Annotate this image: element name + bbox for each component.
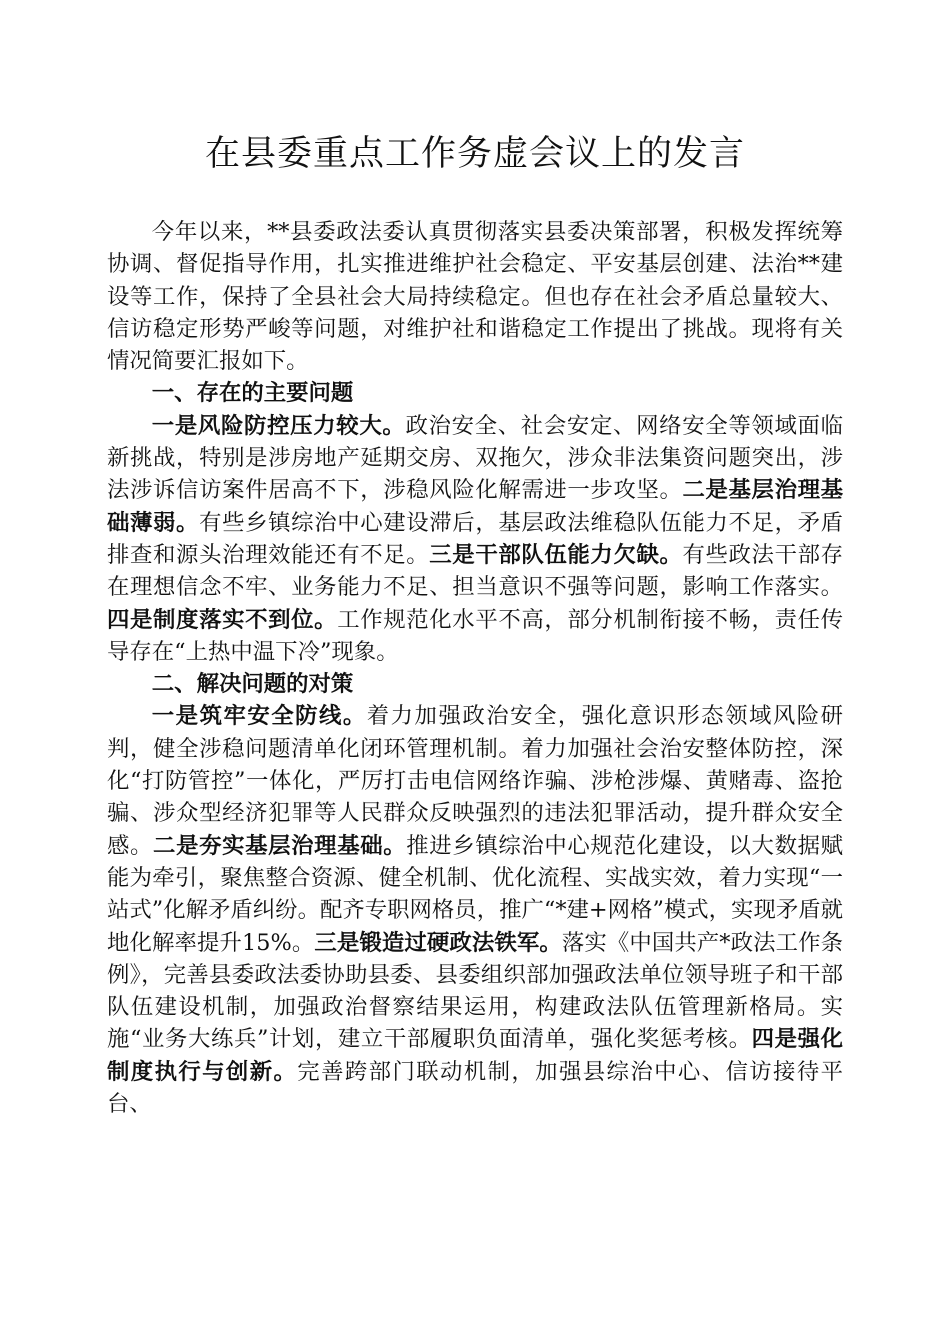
solution-4-lead: 四是强化制度执行与创新。 (107, 1026, 843, 1085)
section-heading-problems: 一、存在的主要问题 (151, 380, 354, 407)
solution-2-lead: 二是夯实基层治理基础。 (153, 832, 407, 859)
solution-1-lead: 一是筑牢安全防线。 (151, 703, 367, 730)
solution-3-lead: 三是锻造过硬政法铁军。 (314, 929, 562, 956)
solutions-paragraph (107, 700, 843, 1120)
problem-1-text: 政治安全、社会安定、网络安全等领域面临新挑战，特别是涉房地产延期交房、双拖欠，涉众非法集资问题突出，涉法涉诉信访案件居高不下，涉稳风险化解需进一步攻坚。 (107, 412, 843, 504)
problem-1-lead: 一是风险防控压力较大。 (151, 412, 406, 439)
solution-4-text: 完善跨部门联动机制，加强县综治中心、信访接待平台、 (107, 1058, 844, 1118)
solution-2-text: 推进乡镇综治中心规范化建设，以大数据赋能为牵引，聚焦整合资源、健全机制、优化流程、实战实效，着力实现“一站式”化解矛盾纠纷。配齐专职网格员，推广“*建+网格”模式，实现矛盾就地化解率提升15%。 (107, 832, 844, 956)
problem-3-lead: 三是干部队伍能力欠缺。 (429, 541, 683, 568)
problem-3-text: 有些政法干部存在理想信念不牢、业务能力不足、担当意识不强等问题，影响工作落实。 (107, 541, 844, 601)
problem-4-text: 工作规范化水平不高，部分机制衔接不畅，责任传导存在“上热中温下冷”现象。 (107, 606, 844, 665)
problems-paragraph (107, 410, 843, 668)
intro-paragraph: 今年以来，**县委政法委认真贯彻落实县委决策部署，积极发挥统筹协调、督促指导作用，扎实推进维护社会稳定、平安基层创建、法治**建设等工作，保持了全县社会大局持续稳定。但也存在社会矛盾总量较大、信访稳定形势严峻等问题，对维护社和谐稳定工作提出了挑战。现将有关情况简要汇报如下。 (107, 219, 843, 375)
document-page (107, 128, 843, 1120)
solution-3-text: 落实《中国共产*政法工作条例》，完善县委政法委协助县委、县委组织部加强政法单位领导班子和干部队伍建设机制，加强政治督察结果运用，构建政法队伍管理新格局。实施“业务大练兵”计划，建立干部履职负面清单，强化奖惩考核。 (107, 929, 843, 1053)
problem-2-text: 有些乡镇综治中心建设滞后，基层政法维稳队伍能力不足，矛盾排查和源头治理效能还有不足。 (107, 509, 844, 568)
document-title: 在县委重点工作务虚会议上的发言 (204, 134, 745, 174)
section-heading-solutions: 二、解决问题的对策 (151, 671, 354, 698)
solution-1-text: 着力加强政治安全，强化意识形态领域风险研判，健全涉稳问题清单化闭环管理机制。着力加强社会治安整体防控，深化“打防管控”一体化，严厉打击电信网络诈骗、涉枪涉爆、黄赌毒、盗抢骗、涉众型经济犯罪等人民群众反映强烈的违法犯罪活动，提升群众安全感。 (107, 703, 844, 859)
problem-4-lead: 四是制度落实不到位。 (107, 606, 338, 633)
problem-2-lead: 二是基层治理基础薄弱。 (107, 477, 844, 536)
